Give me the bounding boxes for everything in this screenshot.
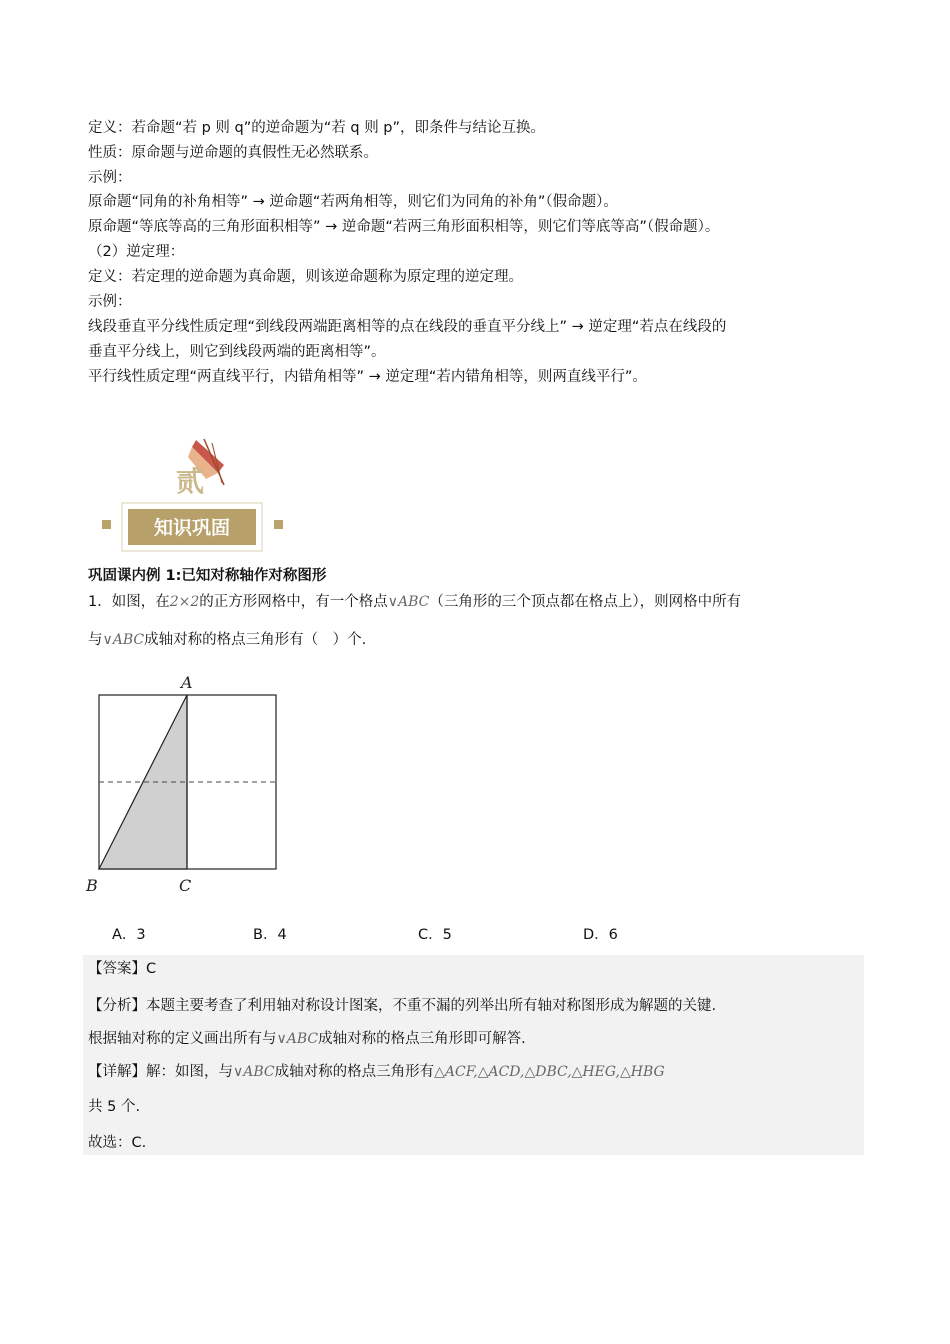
choice-c: C．5 <box>418 927 452 943</box>
example-line-3: 线段垂直平分线性质定理“到线段两端距离相等的点在线段的垂直平分线上” → 逆定理“若点在线段的 <box>88 319 727 335</box>
definition-line: 定义：若命题“若 p 则 q”的逆命题为“若 q 则 p”，即条件与结论互换。 <box>88 120 546 136</box>
example-line-4: 平行线性质定理“两直线平行，内错角相等” → 逆定理“若内错角相等，则两直线平行”。 <box>88 369 647 385</box>
total-line: 共 5 个. <box>88 1099 141 1115</box>
question2-suffix: 成轴对称的格点三角形有（ ）个. <box>144 632 367 648</box>
question-prefix: 1．如图，在 <box>88 594 170 610</box>
example-line-1: 原命题“同角的补角相等” → 逆命题“若两角相等，则它们为同角的补角”（假命题）。 <box>88 194 618 210</box>
analysis2-suffix: 成轴对称的格点三角形即可解答. <box>318 1031 526 1047</box>
triangle-symbol-4: ∨ABC <box>233 1064 275 1080</box>
answer-box <box>83 955 864 1155</box>
analysis-tag: 【分析】 <box>88 998 146 1014</box>
choose-line: 故选：C. <box>88 1135 147 1151</box>
analysis2-prefix: 根据轴对称的定义画出所有与 <box>88 1031 277 1047</box>
grid-figure <box>80 668 300 900</box>
triangle-symbol-2: ∨ABC <box>102 632 145 648</box>
badge-graphic <box>96 435 286 555</box>
grid-expression: 2×2 <box>169 594 200 610</box>
example-label: 示例： <box>88 170 132 186</box>
question-line-2 <box>88 630 366 650</box>
choice-d: D．6 <box>583 927 618 943</box>
triangle-symbol: ∨ABC <box>387 594 430 610</box>
detail-line <box>88 1062 665 1082</box>
subsection-heading: （2）逆定理： <box>88 244 185 260</box>
example-label-2: 示例： <box>88 294 132 310</box>
question-mid: 的正方形网格中，有一个格点 <box>199 594 388 610</box>
section-badge <box>96 435 286 555</box>
property-line: 性质：原命题与逆命题的真假性无必然联系。 <box>88 145 378 161</box>
triangle-list: △ACF,△ACD,△DBC,△HEG,△HBG <box>434 1064 665 1080</box>
question-suffix: （三角形的三个顶点都在格点上），则网格中所有 <box>429 594 742 610</box>
choice-a: A．3 <box>112 927 146 943</box>
badge-left-square <box>102 520 111 529</box>
question2-prefix: 与 <box>88 632 103 648</box>
analysis-text: 本题主要考查了利用轴对称设计图案，不重不漏的列举出所有轴对称图形成为解题的关键. <box>146 998 717 1014</box>
choice-b: B．4 <box>253 927 287 943</box>
example-line-2: 原命题“等底等高的三角形面积相等” → 逆命题“若两三角形面积相等，则它们等底等高”（假命题）。 <box>88 219 720 235</box>
detail-mid: 成轴对称的格点三角形有 <box>274 1064 435 1080</box>
analysis-line <box>88 996 716 1016</box>
example-line-3-cont: 垂直平分线上，则它到线段两端的距离相等”。 <box>88 344 386 360</box>
answer-line: 【答案】C <box>88 961 157 977</box>
detail-prefix: 解：如图，与 <box>146 1064 233 1080</box>
vertex-label-b: B <box>86 876 98 895</box>
detail-tag: 【详解】 <box>88 1064 146 1080</box>
example-heading: 巩固课内例 1:已知对称轴作对称图形 <box>88 568 327 584</box>
analysis-line-2 <box>88 1029 526 1049</box>
badge-number: 贰 <box>176 465 205 498</box>
triangle-symbol-3: ∨ABC <box>276 1031 319 1047</box>
vertex-label-c: C <box>179 876 192 895</box>
vertex-label-a: A <box>181 673 193 692</box>
badge-label: 知识巩固 <box>153 517 231 539</box>
converse-definition-line: 定义：若定理的逆命题为真命题，则该逆命题称为原定理的逆定理。 <box>88 269 523 285</box>
question-line-1 <box>88 592 741 612</box>
badge-right-square <box>274 520 283 529</box>
